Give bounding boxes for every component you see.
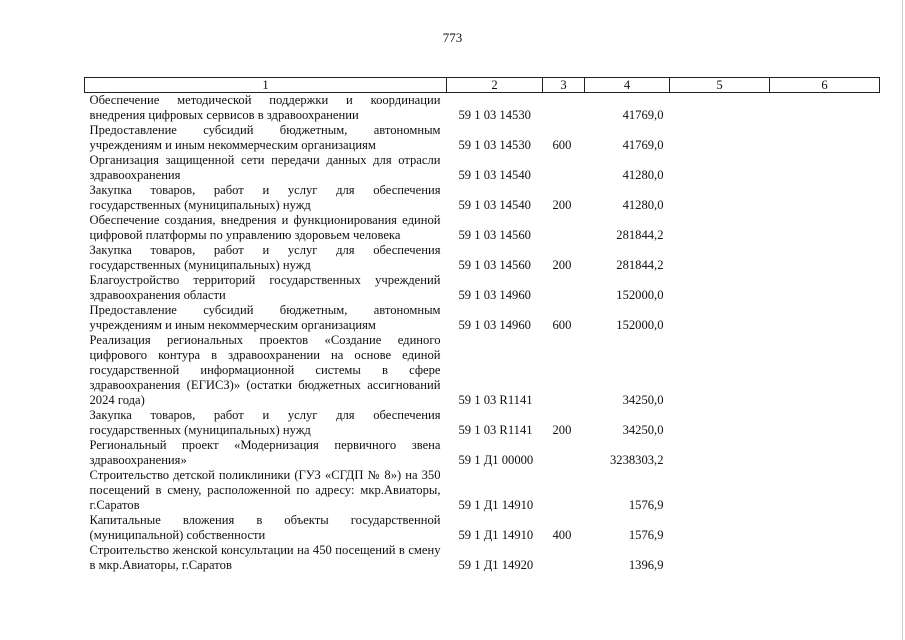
row-sum: 34250,0 [622, 423, 664, 437]
table-row [85, 153, 880, 183]
row-col-5 [670, 123, 770, 153]
row-sum: 34250,0 [622, 393, 664, 407]
row-type: 600 [552, 318, 572, 332]
header-col-5: 5 [670, 78, 770, 93]
row-type [543, 93, 585, 124]
row-col-5 [670, 408, 770, 438]
row-type [543, 153, 585, 183]
row-sum: 41280,0 [622, 198, 664, 212]
row-col-6 [770, 123, 880, 153]
row-code: 59 1 03 14560 [458, 228, 531, 242]
table-row [85, 468, 880, 513]
row-code: 59 1 Д1 14910 [458, 528, 534, 542]
row-code: 59 1 03 14540 [458, 168, 531, 182]
row-type [543, 468, 585, 513]
page-number: 773 [442, 30, 463, 45]
row-col-6 [770, 183, 880, 213]
row-name: Обеспечение методической поддержки и координации внедрения цифровых сервисов в здравоохранении [89, 93, 441, 122]
row-type: 600 [552, 138, 572, 152]
row-type: 200 [552, 423, 572, 437]
table-row [85, 408, 880, 438]
row-sum: 1576,9 [628, 528, 664, 542]
table-row [85, 273, 880, 303]
row-code: 59 1 03 14530 [458, 138, 531, 152]
header-col-2: 2 [447, 78, 543, 93]
row-col-6 [770, 273, 880, 303]
row-sum: 152000,0 [616, 318, 664, 332]
row-sum: 1576,9 [628, 498, 664, 512]
row-col-5 [670, 333, 770, 408]
row-name: Строительство детской поликлиники (ГУЗ «СГДП № 8») на 350 посещений в смену, расположенной по адресу: мкр.Авиаторы, г.Саратов [89, 468, 441, 512]
page-edge [902, 0, 903, 640]
row-col-6 [770, 213, 880, 243]
row-col-5 [670, 543, 770, 573]
row-col-5 [670, 438, 770, 468]
header-row [85, 78, 880, 93]
row-sum: 1396,9 [628, 558, 664, 572]
row-name: Капитальные вложения в объекты государственной (муниципальной) собственности [89, 513, 441, 542]
row-code: 59 1 03 R1141 [458, 423, 533, 437]
table-row [85, 213, 880, 243]
row-type: 200 [552, 258, 572, 272]
row-col-5 [670, 213, 770, 243]
row-code: 59 1 03 14960 [458, 318, 531, 332]
row-code: 59 1 03 14960 [458, 288, 531, 302]
row-col-6 [770, 408, 880, 438]
row-sum: 3238303,2 [609, 453, 664, 467]
row-name: Обеспечение создания, внедрения и функционирования единой цифровой платформы по управлению здоровьем человека [89, 213, 441, 242]
row-col-6 [770, 513, 880, 543]
row-code: 59 1 03 14530 [458, 108, 531, 122]
row-name: Закупка товаров, работ и услуг для обеспечения государственных (муниципальных) нужд [89, 408, 441, 437]
row-col-5 [670, 93, 770, 124]
row-col-6 [770, 93, 880, 124]
row-type [543, 333, 585, 408]
row-sum: 41769,0 [622, 138, 664, 152]
row-type [543, 213, 585, 243]
row-name: Закупка товаров, работ и услуг для обеспечения государственных (муниципальных) нужд [89, 243, 441, 272]
row-col-6 [770, 153, 880, 183]
table-row [85, 303, 880, 333]
table-row [85, 543, 880, 573]
row-name: Благоустройство территорий государственных учреждений здравоохранения области [89, 273, 441, 302]
header-col-6: 6 [770, 78, 880, 93]
row-col-5 [670, 513, 770, 543]
row-col-6 [770, 243, 880, 273]
row-sum: 152000,0 [616, 288, 664, 302]
header-col-4: 4 [585, 78, 670, 93]
row-code: 59 1 Д1 00000 [458, 453, 534, 467]
row-code: 59 1 03 14540 [458, 198, 531, 212]
row-sum: 41280,0 [622, 168, 664, 182]
row-col-5 [670, 303, 770, 333]
row-name: Организация защищенной сети передачи данных для отрасли здравоохранения [89, 153, 441, 182]
row-type [543, 438, 585, 468]
row-name: Закупка товаров, работ и услуг для обеспечения государственных (муниципальных) нужд [89, 183, 441, 212]
row-code: 59 1 03 R1141 [458, 393, 533, 407]
table-row [85, 333, 880, 408]
table-row [85, 93, 880, 124]
row-name: Реализация региональных проектов «Создание единого цифрового контура в здравоохранении на основе единой государственной информационной системы в сфере здравоохранения (ЕГИСЗ)» (остатки бюджетных ассигнований 2024 года) [89, 333, 441, 407]
table-row [85, 438, 880, 468]
row-code: 59 1 Д1 14910 [458, 498, 534, 512]
row-sum: 281844,2 [616, 258, 664, 272]
row-name: Региональный проект «Модернизация первичного звена здравоохранения» [89, 438, 441, 467]
row-name: Строительство женской консультации на 450 посещений в смену в мкр.Авиаторы, г.Саратов [89, 543, 441, 572]
table-row [85, 123, 880, 153]
row-type [543, 273, 585, 303]
row-code: 59 1 Д1 14920 [458, 558, 534, 572]
row-name: Предоставление субсидий бюджетным, автономным учреждениям и иным некоммерческим организациям [89, 303, 441, 332]
row-col-6 [770, 333, 880, 408]
table-row [85, 513, 880, 543]
row-type [543, 543, 585, 573]
table-body [85, 93, 880, 574]
row-col-5 [670, 273, 770, 303]
row-code: 59 1 03 14560 [458, 258, 531, 272]
row-type: 400 [552, 528, 572, 542]
budget-table [84, 77, 880, 573]
row-type: 200 [552, 198, 572, 212]
row-col-5 [670, 243, 770, 273]
header-col-1: 1 [85, 78, 447, 93]
row-col-5 [670, 183, 770, 213]
header-col-3: 3 [543, 78, 585, 93]
row-col-6 [770, 543, 880, 573]
row-col-6 [770, 468, 880, 513]
table-row [85, 183, 880, 213]
table-row [85, 243, 880, 273]
row-sum: 281844,2 [616, 228, 664, 242]
table-header [85, 78, 880, 93]
row-sum: 41769,0 [622, 108, 664, 122]
row-col-6 [770, 303, 880, 333]
row-col-5 [670, 468, 770, 513]
row-col-5 [670, 153, 770, 183]
row-name: Предоставление субсидий бюджетным, автономным учреждениям и иным некоммерческим организациям [89, 123, 441, 152]
row-col-6 [770, 438, 880, 468]
